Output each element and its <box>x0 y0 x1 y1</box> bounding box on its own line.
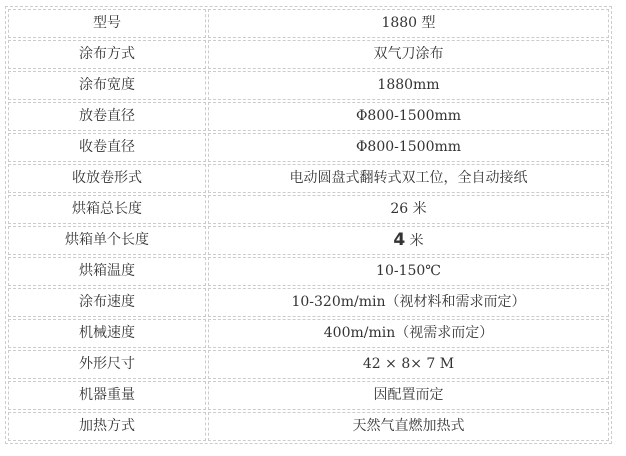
spec-label-oven-total-length: 烘箱总长度 <box>8 195 206 224</box>
spec-value-winding-type: 电动圆盘式翻转式双工位，全自动接纸 <box>208 164 609 193</box>
spec-value-oven-unit-length <box>208 226 609 255</box>
spec-table-body <box>8 9 609 441</box>
table-row-oven-unit-length <box>8 226 609 255</box>
spec-label-outer-dimensions: 外形尺寸 <box>8 350 206 379</box>
table-row-unwind-diameter <box>8 102 609 131</box>
spec-value-coating-width: 1880mm <box>208 71 609 100</box>
spec-label-machine-weight: 机器重量 <box>8 381 206 410</box>
spec-value-coating-speed: 10-320m/min（视材料和需求而定） <box>208 288 609 317</box>
spec-label-oven-temperature: 烘箱温度 <box>8 257 206 286</box>
table-row-coating-method <box>8 40 609 69</box>
spec-value-coating-method: 双气刀涂布 <box>208 40 609 69</box>
table-row-outer-dimensions <box>8 350 609 379</box>
table-row-mechanical-speed <box>8 319 609 348</box>
spec-label-heating-method: 加热方式 <box>8 412 206 441</box>
spec-value-oven-total-length: 26 米 <box>208 195 609 224</box>
spec-value-mechanical-speed: 400m/min（视需求而定） <box>208 319 609 348</box>
spec-label-coating-width: 涂布宽度 <box>8 71 206 100</box>
spec-value-rewind-diameter: Φ800-1500mm <box>208 133 609 162</box>
table-row-model <box>8 9 609 38</box>
spec-value-oven-temperature: 10-150℃ <box>208 257 609 286</box>
table-row-oven-total-length <box>8 195 609 224</box>
spec-label-rewind-diameter: 收卷直径 <box>8 133 206 162</box>
spec-label-unwind-diameter: 放卷直径 <box>8 102 206 131</box>
table-row-coating-speed <box>8 288 609 317</box>
spec-label-coating-speed: 涂布速度 <box>8 288 206 317</box>
spec-label-winding-type: 收放卷形式 <box>8 164 206 193</box>
table-row-rewind-diameter <box>8 133 609 162</box>
spec-label-model: 型号 <box>8 9 206 38</box>
oven-unit-length-unit: 米 <box>409 232 424 249</box>
table-row-winding-type <box>8 164 609 193</box>
spec-value-machine-weight: 因配置而定 <box>208 381 609 410</box>
spec-value-outer-dimensions: 42 × 8× 7 M <box>208 350 609 379</box>
table-row-machine-weight <box>8 381 609 410</box>
table-row-oven-temperature <box>8 257 609 286</box>
spec-table <box>5 6 612 444</box>
spec-label-coating-method: 涂布方式 <box>8 40 206 69</box>
table-row-heating-method <box>8 412 609 441</box>
spec-value-unwind-diameter: Φ800-1500mm <box>208 102 609 131</box>
table-row-coating-width <box>8 71 609 100</box>
spec-label-oven-unit-length: 烘箱单个长度 <box>8 226 206 255</box>
spec-value-heating-method: 天然气直燃加热式 <box>208 412 609 441</box>
spec-value-model: 1880 型 <box>208 9 609 38</box>
oven-unit-length-number: 4 <box>393 229 406 250</box>
spec-label-mechanical-speed: 机械速度 <box>8 319 206 348</box>
